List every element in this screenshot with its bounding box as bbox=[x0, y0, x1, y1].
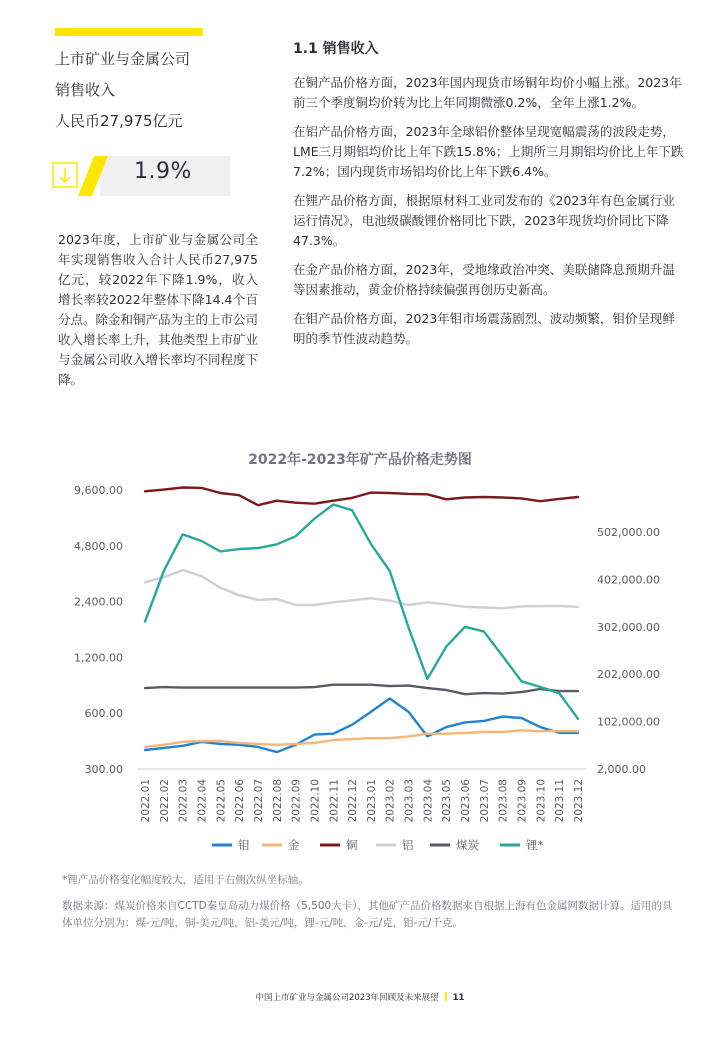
x-tick-label: 2023.11 bbox=[554, 779, 567, 823]
legend-label: 煤炭 bbox=[456, 838, 479, 852]
x-tick-label: 2022.10 bbox=[309, 779, 322, 823]
x-tick-label: 2023.10 bbox=[535, 779, 548, 823]
amount-label: 人民币27,975亿元 bbox=[55, 112, 183, 130]
legend-label: 锂* bbox=[526, 838, 544, 852]
y-right-tick-label: 302,000.00 bbox=[597, 620, 660, 634]
x-tick-label: 2022.06 bbox=[234, 779, 247, 823]
paragraph-molybdenum: 在钼产品价格方面，2023年钼市场震荡剧烈、波动频繁，钼价呈现鲜明的季节性波动趋势。 bbox=[293, 311, 675, 346]
price-trend-chart bbox=[0, 440, 720, 865]
x-tick-label: 2022.09 bbox=[290, 779, 303, 823]
y-right-tick-label: 502,000.00 bbox=[597, 526, 660, 539]
series-line-煤炭 bbox=[145, 685, 578, 695]
series-line-金 bbox=[145, 730, 578, 747]
footer-separator bbox=[445, 992, 447, 1001]
kpi-decoration bbox=[52, 156, 122, 196]
x-tick-label: 2022.03 bbox=[177, 779, 190, 823]
x-tick-label: 2023.05 bbox=[441, 779, 454, 823]
down-arrow-icon bbox=[53, 163, 77, 187]
x-tick-label: 2022.04 bbox=[196, 779, 209, 823]
y-left-tick-label: 1,200.00 bbox=[74, 651, 123, 665]
summary-header bbox=[55, 44, 255, 137]
kpi-change-box bbox=[52, 156, 230, 196]
footer-title: 中国上市矿业与金属公司2023年回顾及未来展望 bbox=[255, 993, 439, 1003]
summary-paragraph: 2023年度，上市矿业与金属公司全年实现销售收入合计人民币27,975亿元，较2022年下降1.9%，收入增长率较2022年整体下降14.4个百分点。除金和铜产品为主的上市公司收入增长率上升，其他类型上市矿业与金属公司收入增长率均不同程度下降。 bbox=[58, 232, 259, 387]
x-tick-label: 2022.11 bbox=[328, 779, 341, 823]
legend-label: 铜 bbox=[346, 838, 358, 852]
x-tick-label: 2023.06 bbox=[460, 779, 473, 823]
kpi-change-value: 1.9% bbox=[134, 159, 192, 184]
x-tick-label: 2022.12 bbox=[347, 779, 360, 823]
data-source: 数据来源：煤炭价格来自CCTD秦皇岛动力煤价格（5,500大卡），其他矿产品价格数据来自根据上海有色金属网数据计算。适用的具体单位分别为：煤-元/吨，铜-美元/吨，铝-美元/吨，锂-元/吨，金-元/克，钼-元/千克。 bbox=[62, 900, 673, 929]
series-line-钼 bbox=[145, 699, 578, 753]
page-footer bbox=[0, 991, 720, 1003]
section-body bbox=[293, 73, 685, 358]
x-tick-label: 2023.07 bbox=[478, 779, 491, 823]
legend-label: 钼 bbox=[238, 838, 250, 852]
x-tick-label: 2023.04 bbox=[422, 779, 435, 823]
y-right-tick-label: 102,000.00 bbox=[597, 715, 660, 729]
series-line-铜 bbox=[145, 488, 578, 506]
y-left-tick-label: 2,400.00 bbox=[74, 595, 123, 609]
x-tick-label: 2022.08 bbox=[271, 779, 284, 823]
x-tick-label: 2023.02 bbox=[384, 779, 397, 823]
legend-label: 金 bbox=[288, 838, 300, 852]
y-left-tick-label: 4,800.00 bbox=[74, 539, 123, 553]
y-left-tick-label: 300.00 bbox=[84, 763, 123, 776]
legend-label: 铝 bbox=[402, 838, 414, 852]
paragraph-gold: 在金产品价格方面，2023年，受地缘政治冲突、美联储降息预期升温等因素推动，黄金价格持续偏强再创历史新高。 bbox=[293, 262, 675, 297]
y-left-tick-label: 9,600.00 bbox=[74, 484, 123, 497]
x-tick-label: 2023.09 bbox=[516, 779, 529, 823]
y-right-tick-label: 202,000.00 bbox=[597, 668, 660, 682]
x-tick-label: 2022.05 bbox=[215, 779, 228, 823]
x-tick-label: 2023.01 bbox=[365, 779, 378, 823]
series-line-铝 bbox=[145, 570, 578, 608]
y-left-tick-label: 600.00 bbox=[84, 707, 123, 721]
page-number: 11 bbox=[452, 993, 465, 1003]
x-tick-label: 2022.02 bbox=[158, 779, 171, 823]
section-title: 1.1 销售收入 bbox=[293, 41, 379, 57]
y-right-tick-label: 402,000.00 bbox=[597, 573, 660, 587]
lithium-note: *锂产品价格变化幅度较大，适用于右侧次纵坐标轴。 bbox=[62, 874, 309, 886]
x-tick-label: 2022.01 bbox=[140, 779, 152, 823]
x-tick-label: 2022.07 bbox=[252, 779, 265, 823]
paragraph-copper: 在铜产品价格方面，2023年国内现货市场铜年均价小幅上涨。2023年前三个季度铜均价转为比上年同期微涨0.2%，全年上涨1.2%。 bbox=[293, 75, 682, 110]
accent-bar bbox=[55, 28, 203, 36]
x-tick-label: 2023.08 bbox=[497, 779, 510, 823]
x-tick-label: 2023.03 bbox=[403, 779, 416, 823]
metric-label: 销售收入 bbox=[55, 81, 116, 99]
company-label: 上市矿业与金属公司 bbox=[55, 50, 191, 68]
y-right-tick-label: 2,000.00 bbox=[597, 763, 646, 776]
chart-title: 2022年-2023年矿产品价格走势图 bbox=[248, 452, 472, 468]
x-tick-label: 2023.12 bbox=[573, 779, 585, 823]
paragraph-lithium: 在锂产品价格方面，根据原材料工业司发布的《2023年有色金属行业运行情况》，电池级碳酸锂价格同比下跌，2023年现货均价同比下降47.3%。 bbox=[293, 193, 675, 248]
paragraph-aluminum: 在铝产品价格方面，2023年全球铝价整体呈现宽幅震荡的波段走势，LME三月期铝均价比上年下跌15.8%；上期所三月期铝均价比上年下跌7.2%；国内现货市场铝均价比上年下跌6.4%。 bbox=[293, 124, 684, 179]
